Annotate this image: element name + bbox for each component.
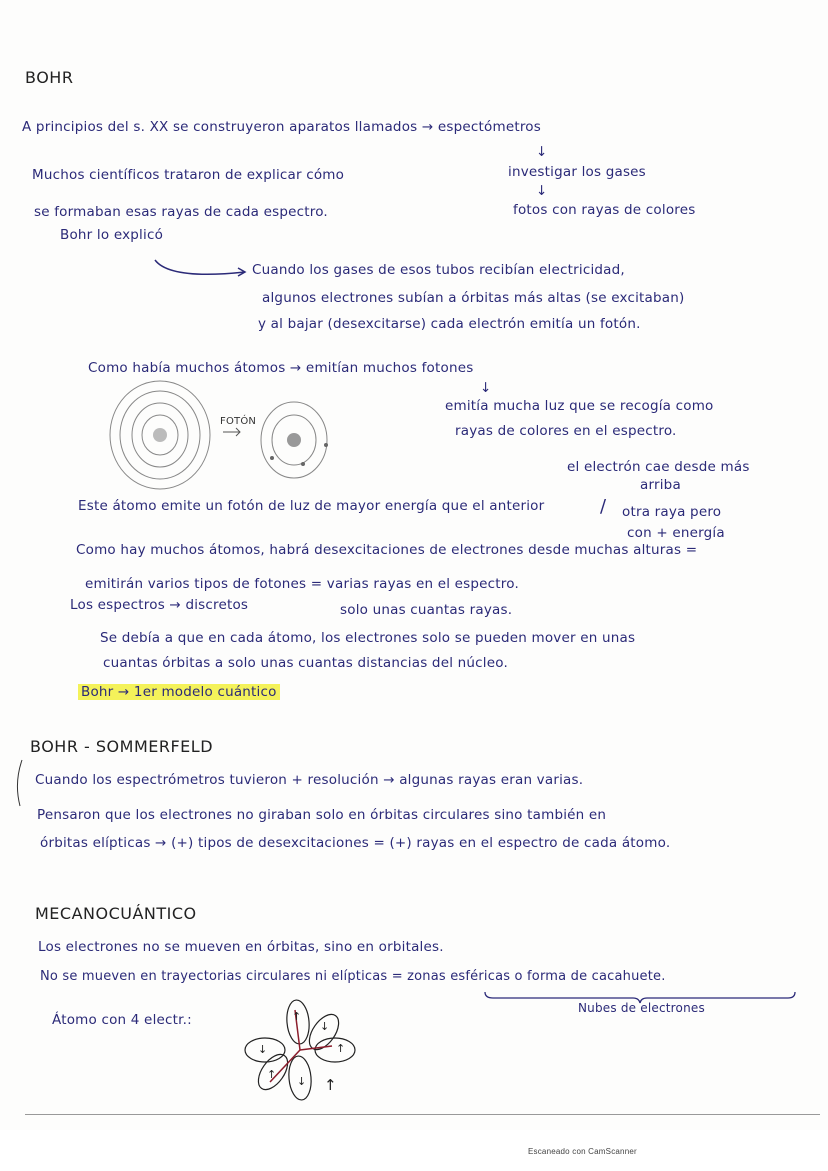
- svg-text:↑: ↑: [324, 1076, 337, 1094]
- down-arrow-icon: ↓: [536, 183, 548, 199]
- orbital-diagram: [240, 1000, 360, 1100]
- text-line: Átomo con 4 electr.:: [52, 1012, 192, 1028]
- svg-text:↓: ↓: [297, 1075, 307, 1088]
- text-line: Este átomo emite un fotón de luz de mayor energía que el anterior: [78, 498, 545, 514]
- text-line: investigar los gases: [508, 164, 646, 180]
- text-line: Cuando los gases de esos tubos recibían electricidad,: [252, 262, 625, 278]
- text-line: Los espectros → discretos: [70, 597, 249, 613]
- text-line: otra raya pero: [622, 504, 722, 520]
- text-line: órbitas elípticas → (+) tipos de desexcitaciones = (+) rayas en el espectro de cada átomo.: [40, 835, 671, 851]
- bracket: [14, 758, 24, 808]
- page-bottom-rule: [25, 1114, 820, 1115]
- text-line: algunos electrones subían a órbitas más altas (se excitaban): [262, 290, 685, 306]
- text-line: Como hay muchos átomos, habrá desexcitaciones de electrones desde muchas alturas =: [76, 542, 698, 558]
- text-line: con + energía: [627, 525, 725, 541]
- svg-text:↓: ↓: [258, 1043, 268, 1056]
- text-line: solo unas cuantas rayas.: [340, 602, 513, 618]
- brace-label: Nubes de electrones: [578, 1001, 705, 1015]
- text-line: emitirán varios tipos de fotones = varias rayas en el espectro.: [85, 576, 519, 592]
- text-line: arriba: [640, 477, 681, 493]
- text-line: Bohr lo explicó: [60, 227, 164, 243]
- photon-label: FOTÓN: [220, 416, 257, 427]
- svg-text:↑: ↑: [267, 1068, 277, 1081]
- text-line: fotos con rayas de colores: [513, 202, 696, 218]
- atom-diagram: [100, 380, 340, 495]
- slash-divider: /: [600, 496, 607, 517]
- section-title-mecanocuantico: MECANOCUÁNTICO: [35, 904, 197, 923]
- curved-arrow-icon: [150, 258, 250, 282]
- down-arrow-icon: ↓: [480, 380, 492, 396]
- text-line: cuantas órbitas a solo unas cuantas distancias del núcleo.: [103, 655, 508, 671]
- down-arrow-icon: ↓: [536, 144, 548, 160]
- svg-text:↓: ↓: [320, 1020, 330, 1033]
- text-line: Como había muchos átomos → emitían muchos fotones: [88, 360, 474, 376]
- scanner-footer: Escaneado con CamScanner: [528, 1147, 637, 1156]
- text-line: Los electrones no se mueven en órbitas, sino en orbitales.: [38, 939, 444, 955]
- svg-text:↑: ↑: [292, 1010, 302, 1023]
- text-line: rayas de colores en el espectro.: [455, 423, 677, 439]
- text-line: Pensaron que los electrones no giraban solo en órbitas circulares sino también en: [37, 807, 607, 823]
- highlighted-note: Bohr → 1er modelo cuántico: [78, 684, 280, 700]
- text-line: se formaban esas rayas de cada espectro.: [34, 204, 328, 220]
- section-title-bohr-sommerfeld: BOHR - SOMMERFELD: [30, 737, 214, 756]
- text-line: A principios del s. XX se construyeron aparatos llamados → espectómetros: [22, 119, 541, 135]
- text-line: Se debía a que en cada átomo, los electrones solo se pueden mover en unas: [100, 630, 636, 646]
- svg-text:↑: ↑: [336, 1042, 346, 1055]
- section-title-bohr: BOHR: [25, 68, 74, 87]
- text-line: No se mueven en trayectorias circulares ni elípticas = zonas esféricas o forma de cacahuete.: [40, 969, 666, 984]
- text-line: emitía mucha luz que se recogía como: [445, 398, 714, 414]
- text-line: Muchos científicos trataron de explicar cómo: [32, 167, 345, 183]
- text-line: Cuando los espectrómetros tuvieron + resolución → algunas rayas eran varias.: [35, 772, 584, 788]
- text-line: y al bajar (desexcitarse) cada electrón emitía un fotón.: [258, 316, 641, 332]
- text-line: el electrón cae desde más: [567, 459, 750, 475]
